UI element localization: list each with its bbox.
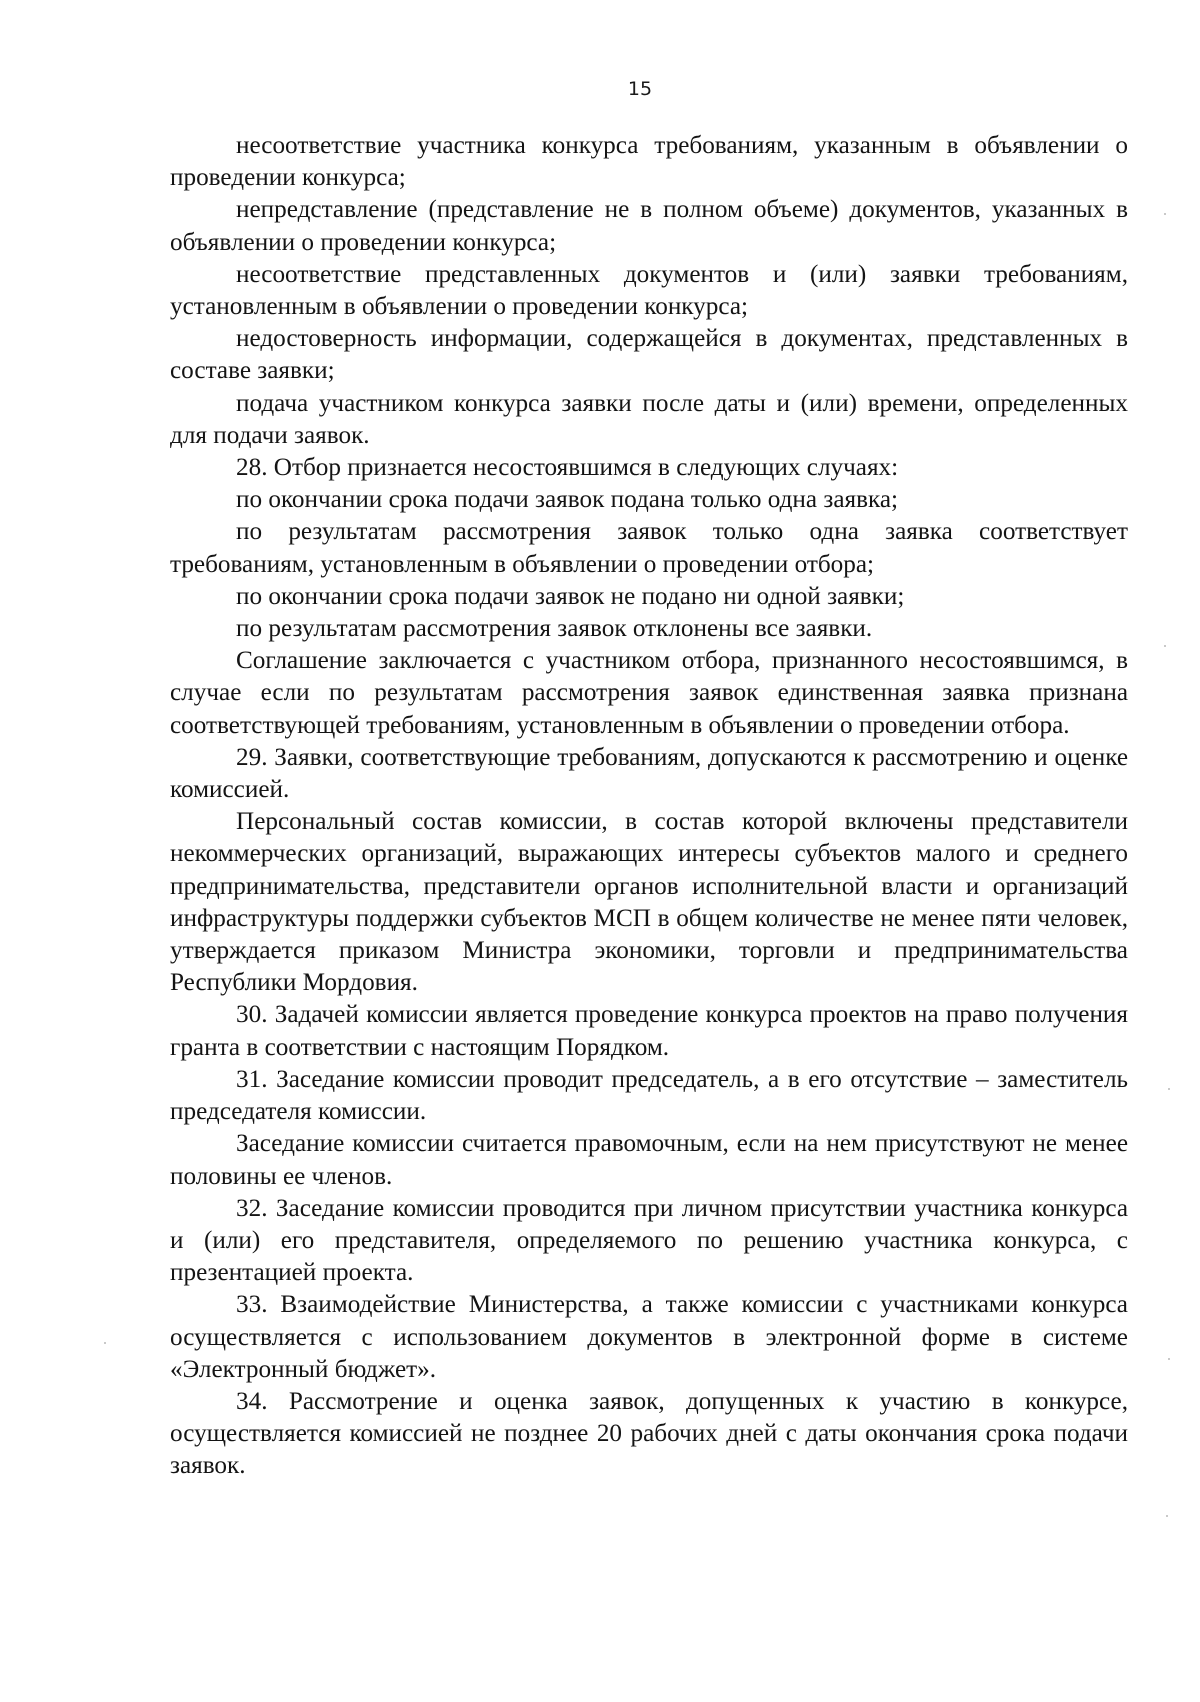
- paragraph-2: непредставление (представление не в полном объеме) документов, указанных в объявлении о проведении конкурса;: [170, 196, 1128, 256]
- paragraph-14: 30. Задачей комиссии является проведение конкурса проектов на право получения гранта в соответствии с настоящим Порядком.: [170, 1001, 1128, 1061]
- scan-speck: [1166, 1515, 1168, 1517]
- scan-speck: [1168, 1088, 1170, 1090]
- paragraph-4: недостоверность информации, содержащейся в документах, представленных в составе заявки;: [170, 325, 1128, 385]
- paragraph-13: Персональный состав комиссии, в состав которой включены представители некоммерческих организаций, выражающих интересы субъектов малого и среднего предпринимательства, представители органов исполнительной власти и организаций инфраструктуры поддержки субъектов МСП в общем количестве не менее пяти человек, утверждается приказом Министра экономики, торговли и предпринимательства Республики Мордовия.: [170, 808, 1128, 997]
- paragraph-9: по окончании срока подачи заявок не подано ни одной заявки;: [236, 582, 905, 610]
- scan-speck: [1168, 1358, 1170, 1360]
- scan-speck: [1164, 213, 1166, 215]
- paragraph-12: 29. Заявки, соответствующие требованиям, допускаются к рассмотрению и оценке комиссией.: [170, 743, 1128, 804]
- scan-speck: [104, 1342, 106, 1344]
- document-body: [170, 130, 1128, 1483]
- paragraph-16: Заседание комиссии считается правомочным, если на нем присутствуют не менее половины ее членов.: [170, 1130, 1128, 1190]
- paragraph-15: 31. Заседание комиссии проводит председатель, а в его отсутствие – заместитель председателя комиссии.: [170, 1065, 1128, 1126]
- paragraph-8: по результатам рассмотрения заявок только одна заявка соответствует требованиям, установленным в объявлении о проведении отбора;: [170, 518, 1128, 578]
- paragraph-10: по результатам рассмотрения заявок отклонены все заявки.: [236, 615, 873, 643]
- paragraph-6: 28. Отбор признается несостоявшимся в следующих случаях:: [236, 454, 899, 482]
- paragraph-1: несоответствие участника конкурса требованиям, указанным в объявлении о проведении конкурса;: [170, 132, 1128, 192]
- paragraph-17: 32. Заседание комиссии проводится при личном присутствии участника конкурса и (или) его представителя, определяемого по решению участника конкурса, с презентацией проекта.: [170, 1194, 1128, 1287]
- paragraph-11: Соглашение заключается с участником отбора, признанного несостоявшимся, в случае если по результатам рассмотрения заявок единственная заявка признана соответствующей требованиям, установленным в объявлении о проведении отбора.: [170, 647, 1128, 739]
- paragraph-5: подача участником конкурса заявки после даты и (или) времени, определенных для подачи заявок.: [170, 389, 1128, 449]
- page-number: 15: [627, 78, 653, 100]
- paragraph-7: по окончании срока подачи заявок подана только одна заявка;: [236, 486, 899, 514]
- paragraph-19: 34. Рассмотрение и оценка заявок, допущенных к участию в конкурсе, осуществляется комиссией не позднее 20 рабочих дней с даты окончания срока подачи заявок.: [170, 1387, 1128, 1480]
- paragraph-18: 33. Взаимодействие Министерства, а также комиссии с участниками конкурса осуществляется с использованием документов в электронной форме в системе «Электронный бюджет».: [170, 1291, 1128, 1383]
- scan-speck: [1164, 645, 1166, 647]
- paragraph-3: несоответствие представленных документов и (или) заявки требованиям, установленным в объявлении о проведении конкурса;: [170, 260, 1128, 321]
